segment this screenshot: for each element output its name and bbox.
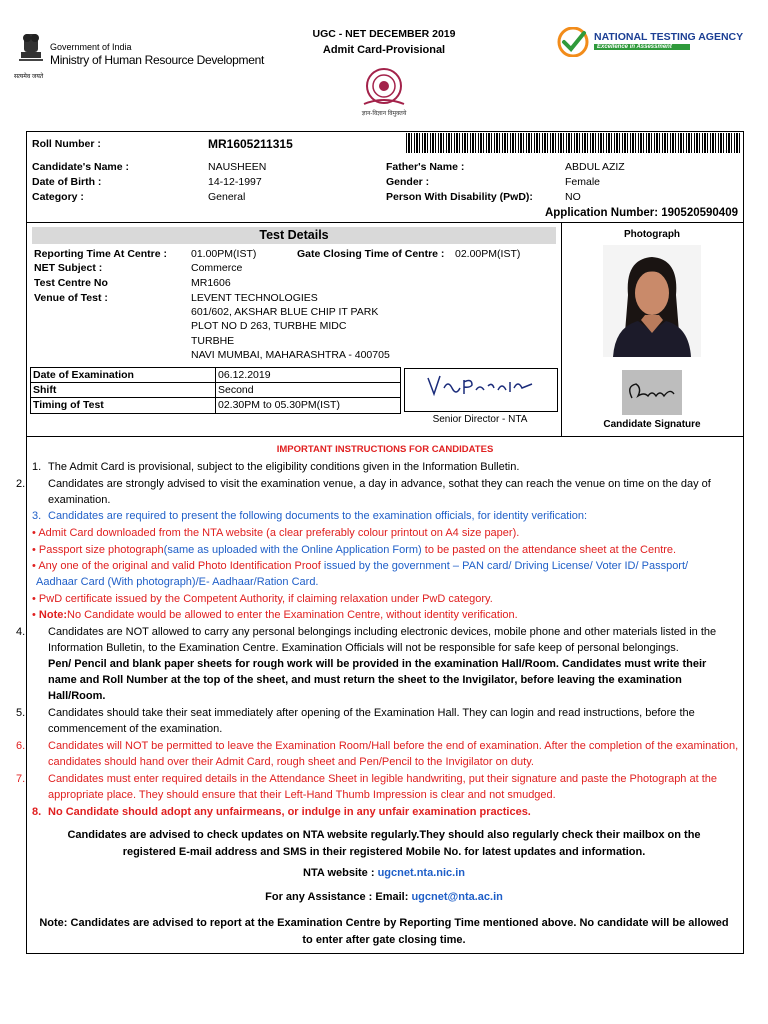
test-details-heading: Test Details bbox=[32, 227, 556, 244]
ugc-motto: ज्ञान-विज्ञान विमुक्तये bbox=[361, 111, 407, 117]
pwd-label: Person With Disability (PwD): bbox=[386, 191, 533, 203]
instruction-8: 8. No Candidate should adopt any unfairmeans, or indulge in any unfair examination practices. bbox=[32, 806, 531, 818]
gov-line2: Ministry of Human Resource Development bbox=[50, 53, 265, 67]
goi-emblem-icon bbox=[16, 30, 46, 70]
nta-website-link[interactable]: ugcnet.nta.nic.in bbox=[377, 867, 465, 879]
shift-label: Shift bbox=[33, 384, 57, 396]
gate-label: Gate Closing Time of Centre : bbox=[297, 248, 445, 260]
category-value: General bbox=[208, 191, 246, 203]
gov-line1: Government of India bbox=[50, 42, 132, 52]
exam-date-label: Date of Examination bbox=[33, 369, 134, 381]
venue-line-1: LEVENT TECHNOLOGIES bbox=[191, 292, 318, 304]
instruction-2: 2. Candidates are strongly advised to visit the examination venue, a day in advance, sothat they can reach the venue on time on the day of examination. bbox=[16, 478, 711, 506]
subject-label: NET Subject : bbox=[34, 262, 103, 274]
bullet-photograph: • Passport size photograph(same as uploaded with the Online Application Form) to be pasted on the attendance sheet at the Centre. bbox=[32, 544, 677, 556]
subject-value: Commerce bbox=[191, 262, 243, 274]
instruction-7: 7. Candidates must enter required details in the Attendance Sheet in legible handwriting, put their signature and paste the Photograph at the appropriate place. They should ensure that their Left-Hand Thumb Impression is clear and not smudged. bbox=[16, 773, 718, 801]
nta-name: NATIONAL TESTING AGENCY bbox=[594, 31, 744, 43]
gender-label: Gender : bbox=[386, 176, 430, 188]
dob-label: Date of Birth : bbox=[32, 176, 102, 188]
timing-label: Timing of Test bbox=[33, 399, 104, 411]
director-signature-icon bbox=[422, 370, 542, 400]
reporting-label: Reporting Time At Centre : bbox=[34, 248, 168, 260]
final-note: Note: Candidates are advised to report at the Examination Centre by Reporting Time mentioned above. No candidate will be allowed to enter after gate closing time. bbox=[39, 917, 729, 946]
shift-value: Second bbox=[218, 384, 254, 396]
timing-value: 02.30PM to 05.30PM(IST) bbox=[218, 399, 340, 411]
candidate-photo bbox=[603, 245, 701, 357]
centre-no-value: MR1606 bbox=[191, 277, 231, 289]
venue-line-5: NAVI MUMBAI, MAHARASHTRA - 400705 bbox=[191, 349, 390, 361]
bullet-id-proof: • Any one of the original and valid Photo Identification Proof issued by the government – PAN card/ Driving License/ Voter ID/ Passport/ bbox=[32, 560, 689, 572]
gender-value: Female bbox=[565, 176, 601, 188]
father-value: ABDUL AZIZ bbox=[565, 161, 625, 173]
dob-value: 14-12-1997 bbox=[208, 176, 262, 188]
gate-value: 02.00PM(IST) bbox=[455, 248, 521, 260]
photo-label: Photograph bbox=[623, 229, 681, 240]
venue-line-2: 601/602, AKSHAR BLUE CHIP IT PARK bbox=[191, 306, 379, 318]
nta-website-line: NTA website : ugcnet.nta.nic.in bbox=[303, 867, 465, 879]
instruction-1: 1. The Admit Card is provisional, subject to the eligibility conditions given in the Information Bulletin. bbox=[32, 461, 520, 473]
nta-tagline: Excellence in Assessment bbox=[594, 44, 690, 50]
assistance-line: For any Assistance : Email: ugcnet@nta.ac.in bbox=[265, 891, 503, 903]
instruction-5: 5. Candidates should take their seat immediately after opening of the Examination Hall. They can login and read instructions, before the commencement of the examination. bbox=[16, 707, 695, 735]
bullet-note: • Note:No Candidate would be allowed to enter the Examination Centre, without identity verification. bbox=[32, 609, 518, 621]
application-number: Application Number: 190520590409 bbox=[544, 207, 738, 219]
instruction-6: 6. Candidates will NOT be permitted to leave the Examination Room/Hall before the end of examination. After the completion of the examination, candidates should hand over their Admit Card, rough sheet and Pen/Pencil to the Invigilator on duty. bbox=[16, 740, 739, 768]
signature-image bbox=[622, 370, 682, 415]
instruction-3: 3. Candidates are required to present the following documents to the examination officials, for identity verification: bbox=[32, 510, 588, 522]
bullet-admit-card: • Admit Card downloaded from the NTA website (a clear preferably colour printout on A4 size paper). bbox=[32, 527, 520, 539]
barcode bbox=[406, 133, 740, 153]
ugc-logo-icon bbox=[358, 66, 410, 110]
roll-label: Roll Number : bbox=[32, 138, 101, 150]
venue-label: Venue of Test : bbox=[34, 292, 108, 304]
exam-title: UGC - NET DECEMBER 2019 bbox=[312, 28, 456, 40]
bullet-pwd: • PwD certificate issued by the Competent Authority, if claiming relaxation under PwD category. bbox=[32, 593, 493, 605]
emblem-caption: सत्यमेव जयते bbox=[14, 74, 44, 80]
centre-no-label: Test Centre No bbox=[34, 277, 108, 289]
name-label: Candidate's Name : bbox=[32, 161, 130, 173]
assistance-email-link[interactable]: ugcnet@nta.ac.in bbox=[411, 891, 503, 903]
card-title: Admit Card-Provisional bbox=[322, 44, 446, 56]
venue-line-3: PLOT NO D 263, TURBHE MIDC bbox=[191, 320, 347, 332]
signature-label: Candidate Signature bbox=[603, 419, 701, 430]
director-label: Senior Director - NTA bbox=[432, 414, 528, 425]
category-label: Category : bbox=[32, 191, 84, 203]
roll-value: MR1605211315 bbox=[208, 137, 293, 151]
name-value: NAUSHEEN bbox=[208, 161, 267, 173]
advice-text: Candidates are advised to check updates on NTA website regularly.They should also regularly check their mailbox on the registered E-mail address and SMS in their registered Mobile No. for latest updates and information. bbox=[67, 829, 701, 858]
pwd-value: NO bbox=[565, 191, 581, 203]
instruction-4-bold: Pen/ Pencil and blank paper sheets for rough work will be provided in the examination Hall/Room. Candidates must write their name and Roll Number at the top of the sheet, and must return the sheet to the Invigilator, before leaving the examination Hall/Room. bbox=[48, 658, 707, 702]
venue-line-4: TURBHE bbox=[191, 335, 235, 347]
instructions-heading: IMPORTANT INSTRUCTIONS FOR CANDIDATES bbox=[276, 444, 494, 455]
exam-date-value: 06.12.2019 bbox=[218, 369, 271, 381]
father-label: Father's Name : bbox=[386, 161, 465, 173]
nta-logo-icon bbox=[556, 27, 590, 57]
reporting-value: 01.00PM(IST) bbox=[191, 248, 257, 260]
bullet-id-proof-cont: Aadhaar Card (With photograph)/E- Aadhaar/Ration Card. bbox=[36, 576, 319, 588]
instruction-4: 4. Candidates are NOT allowed to carry any personal belongings including electronic devices, mobile phone and other materials listed in the Information Bulletin, to the Examination Centre. Examination Officials will not be responsible for safe keep of personal belongings. bbox=[16, 626, 717, 654]
